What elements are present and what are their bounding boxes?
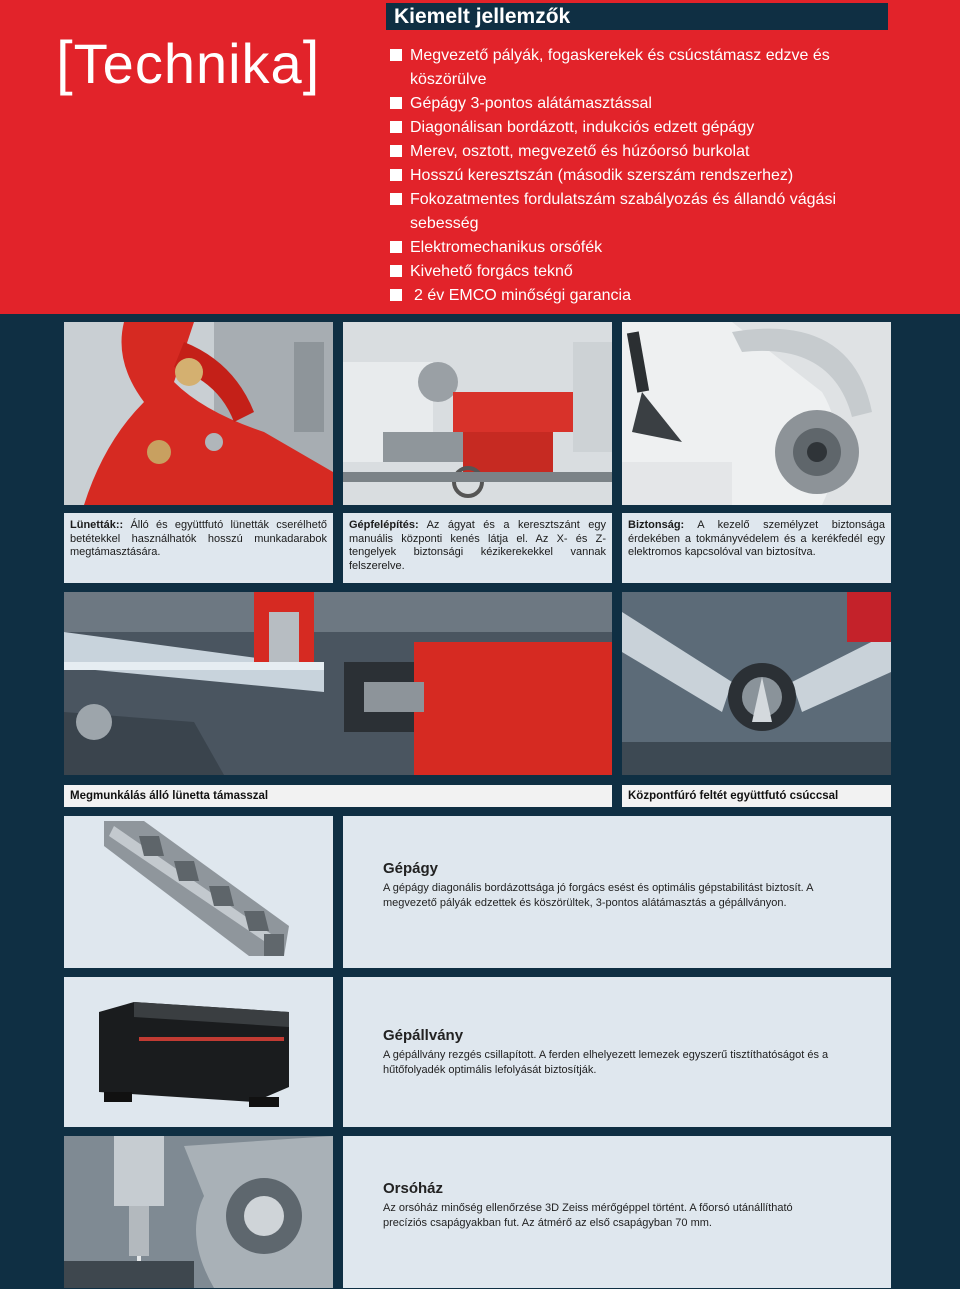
detail-title: Gépágy [383,860,439,877]
caption-safety: Biztonság: A kezelő személyzet biztonsága érdekében a tokmányvédelem és a kerékfedél egy elektromos kapcsolóval van biztosítva. [622,513,891,583]
caption-steady-rest: Lünetták:: Álló és együttfutó lünetták cserélhető betétekkel használhatók hosszú munkadarabok megtámasztására. [64,513,333,583]
bullet-square-icon [390,97,402,109]
bracket-close: ] [302,29,321,96]
caption-machine-structure: Gépfelépítés: Az ágyat és a keresztszánt egy manuális központi kenés látja el. Az X- és Z-tengelyek biztonsági kézikerekekkel vannak felszerelve. [343,513,612,583]
bullet-square-icon [390,265,402,277]
bracket-open: [ [56,29,74,96]
detail-machine-stand [343,977,891,1127]
brand-title [56,28,320,97]
feature-item: Megvezető pályák, fogaskerekek és csúcstámasz edzve és köszörülve [388,44,898,92]
detail-text: A gépágy diagonális bordázottsága jó forgács esést és optimális gépstabilitást biztosít. A megvezető pályák edzettek és köszörültek, 3-pontos alátámasztás a gépállványon. [383,882,813,909]
detail-machine-bed [343,816,891,968]
bullet-square-icon [390,145,402,157]
feature-item: Gépágy 3-pontos alátámasztással [388,92,898,116]
detail-text: A gépállvány rezgés csillapított. A ferden elhelyezett lemezek egyszerű tisztíthatóságot és a hűtőfolyadék optimális lefolyását biztosítják. [383,1049,829,1076]
detail-title: Gépállvány [383,1027,464,1044]
feature-item: Elektromechanikus orsófék [388,236,898,260]
bullet-square-icon [390,169,402,181]
photo-center-drill [622,592,891,775]
detail-title: Orsóház [383,1180,444,1197]
detail-headstock [343,1136,891,1288]
photo-machining-steady-rest [64,592,612,775]
caption-center-drill: Központfúró feltét együttfutó csúccsal [622,785,891,807]
feature-item: Hosszú keresztszán (második szerszám rendszerhez) [388,164,898,188]
photo-chuck-guard [622,322,891,505]
feature-item: Fokozatmentes fordulatszám szabályozás és állandó vágási sebesség [388,188,898,236]
brand-text: Technika [73,32,303,95]
features-title: Kiemelt jellemzők [386,3,888,30]
bullet-square-icon [390,193,402,205]
photo-steady-rest [64,322,333,505]
bullet-square-icon [390,49,402,61]
image-machine-bed [64,816,333,968]
caption-machining: Megmunkálás álló lünetta támasszal [64,785,612,807]
features-list [388,44,898,308]
image-headstock-measurement [64,1136,333,1288]
bullet-square-icon [390,121,402,133]
bullet-square-icon [390,241,402,253]
image-machine-stand [64,977,333,1127]
bullet-square-icon [390,289,402,301]
feature-item: Merev, osztott, megvezető és húzóorsó burkolat [388,140,898,164]
photo-machine-overview [343,322,612,505]
feature-item: 2 év EMCO minőségi garancia [388,284,898,308]
feature-item: Diagonálisan bordázott, indukciós edzett gépágy [388,116,898,140]
feature-item: Kivehető forgács teknő [388,260,898,284]
detail-text: Az orsóház minőség ellenőrzése 3D Zeiss mérőgéppel történt. A főorsó utánállítható precíziós csapágyakban fut. Az átmérő az első csapágyban 70 mm. [383,1202,793,1229]
